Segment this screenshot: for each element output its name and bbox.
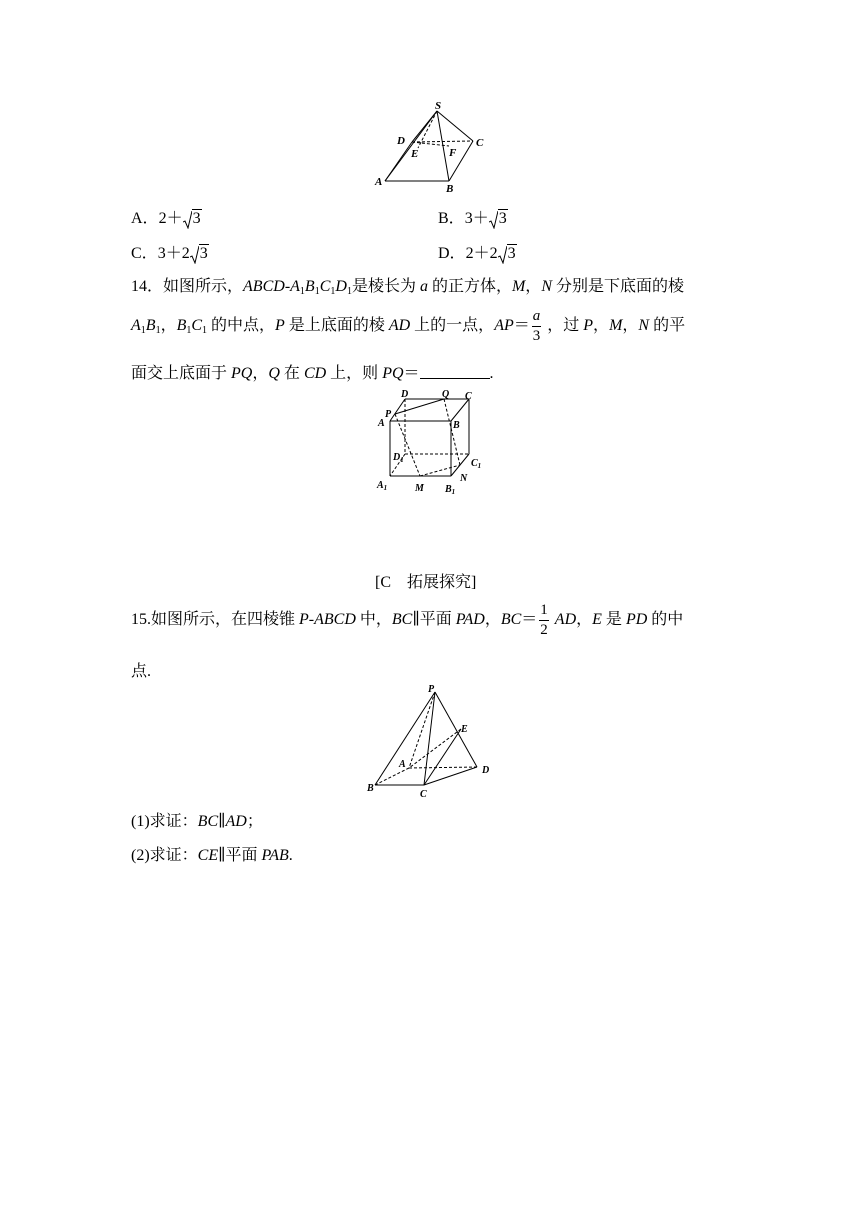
cube-figure-14 [372,386,492,501]
question-15-part-1: (1)求证：BC∥AD； [131,813,263,830]
label-A: A [375,176,383,188]
label-A: A [399,759,406,770]
question-14-line-1: 14．如图所示，ABCD-$A_1B_1C_1D_1$是棱长为 a 的正方体，M，N 分别是下底面的棱 [131,278,684,297]
label-C: C [420,789,427,799]
label-F: F [449,147,457,159]
label-B1: $B_1$ [445,484,456,496]
sqrt-symbol: 3 [489,210,508,228]
answer-blank[interactable] [420,364,490,379]
label-P: P [385,409,392,420]
question-14-line-3: 面交上底面于 PQ，Q 在 CD 上，则 PQ＝ . [131,365,494,382]
label-C: C [465,391,472,402]
label-M: M [415,483,424,494]
pyramid-figure-13 [370,98,500,198]
label-D: D [401,389,409,400]
option-c[interactable]: C．3＋2 3 [131,245,208,262]
label-N: N [460,473,468,484]
label-D: D [482,765,490,776]
fraction-1-over-2: $\frac{1}{2}$ [540,601,548,638]
label-B: B [453,420,460,431]
question-15-part-2: (2)求证：CE∥平面 PAB. [131,847,293,864]
pyramid-figure-15 [363,684,498,799]
label-Q: Q [442,389,450,400]
question-15-line-2: 点. [131,663,152,680]
label-E: E [411,148,419,160]
label-A: A [378,418,385,429]
option-a[interactable]: A．2＋ 3 [131,210,201,227]
label-A1: $A_1$ [377,480,388,492]
label-C1: $C_1$ [471,458,482,470]
option-b[interactable]: B．3＋ 3 [438,210,507,227]
label-P: P [428,684,435,695]
sqrt-symbol: 3 [498,245,517,263]
label-C: C [476,137,484,149]
section-title: [C 拓展探究] [375,574,477,591]
label-B: B [446,183,454,195]
sqrt-symbol: 3 [190,245,209,263]
option-d[interactable]: D．2＋2 3 [438,245,516,262]
label-B: B [367,783,374,794]
label-D: D [397,135,405,147]
label-D1: $D_1$ [393,452,404,464]
question-14-line-2: $A_1B_1$，$B_1C_1$ 的中点，P 是上底面的棱 AD 上的一点，AP＝ $\frac{a}{3}$ ，过 P，M，N 的平 [131,307,686,344]
sqrt-symbol: 3 [183,210,202,228]
label-E: E [461,724,468,735]
fraction-a-over-3: $\frac{a}{3}$ [532,307,541,344]
label-S: S [435,100,442,112]
question-15-line-1: 15.如图所示，在四棱锥 P-ABCD 中，BC∥平面 PAD，BC＝ $\frac{1}{2}$ AD，E 是 PD 的中 [131,601,684,638]
